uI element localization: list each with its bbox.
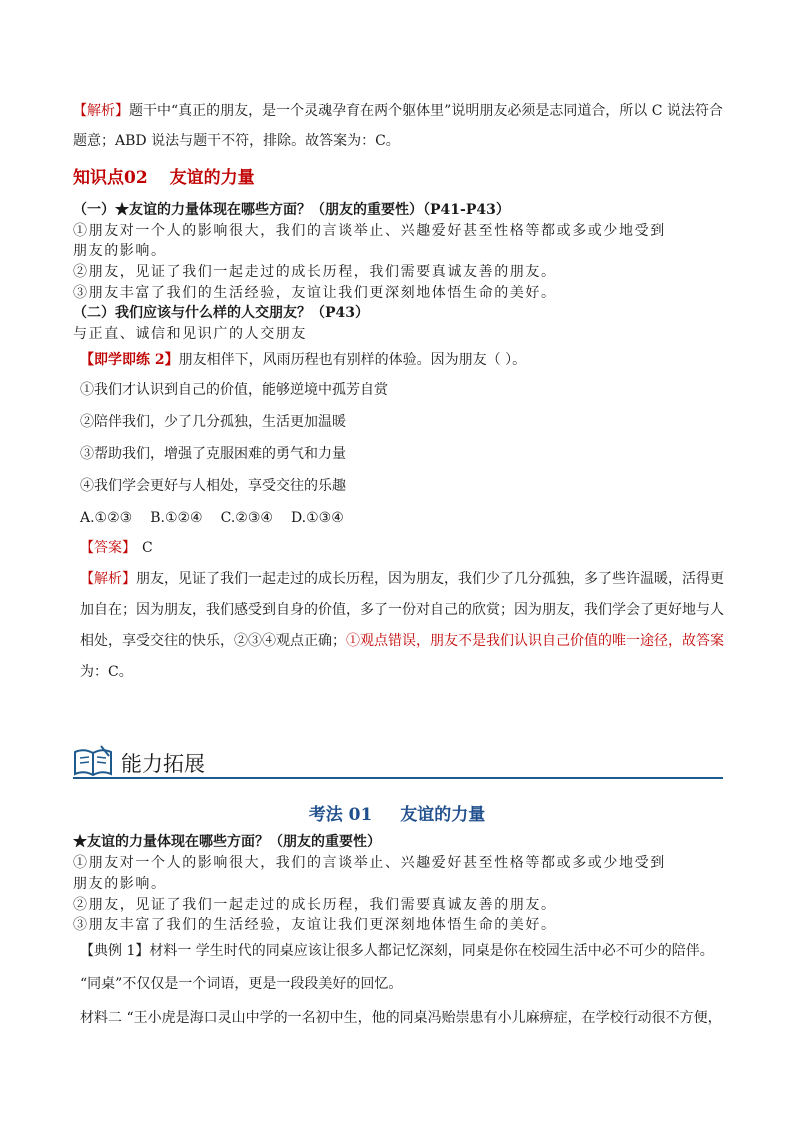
example-label: 【典例 1】	[80, 943, 150, 959]
method-title	[0, 800, 794, 825]
option-a: A.①②③	[80, 510, 133, 526]
exercise-answer	[80, 538, 153, 558]
part3-item3: ③朋友丰富了我们的生活经验，友谊让我们更深刻地体悟生命的美好。	[73, 917, 557, 933]
exercise-analysis-label: 【解析】	[80, 571, 136, 587]
exercise-analysis-text-3-red: ①观点错误，朋友不是我们认识自己价值的唯一途径，故答案	[346, 633, 724, 649]
exercise-analysis-text-3: 相处，享受交往的快乐，②③④观点正确；	[80, 633, 346, 649]
knowledge-point-number: 知识点02	[73, 168, 148, 188]
part1-item1b: 朋友的影响。	[73, 243, 167, 259]
exercise-analysis-text-1: 朋友，见证了我们一起走过的成长历程，因为朋友，我们少了几分孤独，多了些许温暖，活得更	[136, 571, 724, 587]
exercise-statement-2: ②陪伴我们，少了几分孤独，生活更加温暖	[80, 414, 346, 430]
exercise-statement-1: ①我们才认识到自己的价值，能够逆境中孤芳自赏	[80, 382, 388, 398]
answer-label: 【答案】	[80, 540, 136, 556]
intro-line-1	[73, 101, 723, 121]
part2-body: 与正直、诚信和见识广的人交朋友	[73, 326, 307, 342]
example-line-2: “同桌”不仅仅是一个词语，更是一段段美好的回忆。	[80, 976, 403, 992]
example-line-3: 材料二 “王小虎是海口灵山中学的一名初中生，他的同桌冯贻崇患有小儿麻痹症，在学校行动很不方便，	[80, 1010, 722, 1026]
exercise-question-text: 朋友相伴下，风雨历程也有别样的体验。因为朋友（ ）。	[178, 352, 527, 368]
part3-heading: ★友谊的力量体现在哪些方面？（朋友的重要性）	[73, 834, 381, 850]
part3-item2: ②朋友，见证了我们一起走过的成长历程，我们需要真诚友善的朋友。	[73, 897, 557, 913]
part3-item1a: ①朋友对一个人的影响很大，我们的言谈举止、兴趣爱好甚至性格等都或多或少地受到	[73, 855, 666, 871]
exercise-label: 【即学即练 2】	[80, 352, 179, 368]
option-c: C.②③④	[220, 510, 273, 526]
exercise-analysis-3	[80, 631, 724, 651]
method-name: 友谊的力量	[400, 805, 486, 825]
example-line-1	[80, 941, 714, 961]
knowledge-point-name: 友谊的力量	[169, 168, 255, 188]
open-book-icon	[73, 744, 113, 778]
part1-heading: （一）★友谊的力量体现在哪些方面？（朋友的重要性）（P41-P43）	[73, 202, 510, 218]
exercise-statement-4: ④我们学会更好与人相处，享受交往的乐趣	[80, 478, 346, 494]
exercise-analysis-1	[80, 569, 724, 589]
method-number: 考法 01	[308, 805, 373, 825]
exercise-analysis-2: 加自在；因为朋友，我们感受到自身的价值，多了一份对自己的欣赏；因为朋友，我们学会了更好地与人	[80, 602, 724, 618]
part3-item1b: 朋友的影响。	[73, 876, 167, 892]
part1-item1a: ①朋友对一个人的影响很大，我们的言谈举止、兴趣爱好甚至性格等都或多或少地受到	[73, 223, 666, 239]
answer-value: C	[142, 540, 153, 556]
intro-line-2: 题意；ABD 说法与题干不符，排除。故答案为：C。	[73, 133, 400, 149]
exercise-statement-3: ③帮助我们，增强了克服困难的勇气和力量	[80, 446, 346, 462]
example-text-1: 材料一 学生时代的同桌应该让很多人都记忆深刻，同桌是你在校园生活中必不可少的陪伴。	[149, 943, 714, 959]
analysis-label: 【解析】	[73, 103, 129, 119]
section-title: 能力拓展	[121, 752, 205, 776]
part1-item2: ②朋友，见证了我们一起走过的成长历程，我们需要真诚友善的朋友。	[73, 264, 557, 280]
section-rule	[73, 777, 723, 779]
exercise-options	[80, 508, 362, 528]
exercise-analysis-4: 为：C。	[80, 664, 133, 680]
section-header	[73, 740, 723, 782]
intro-text-1: 题干中“真正的朋友，是一个灵魂孕育在两个躯体里”说明朋友必须是志同道合，所以 C 说法符合	[129, 103, 723, 119]
part2-heading: （二）我们应该与什么样的人交朋友？（P43）	[73, 305, 370, 321]
exercise-question	[80, 350, 526, 370]
part1-item3: ③朋友丰富了我们的生活经验，友谊让我们更深刻地体悟生命的美好。	[73, 285, 557, 301]
option-d: D.①③④	[290, 510, 344, 526]
option-b: B.①②④	[150, 510, 203, 526]
knowledge-point-title	[73, 168, 277, 188]
